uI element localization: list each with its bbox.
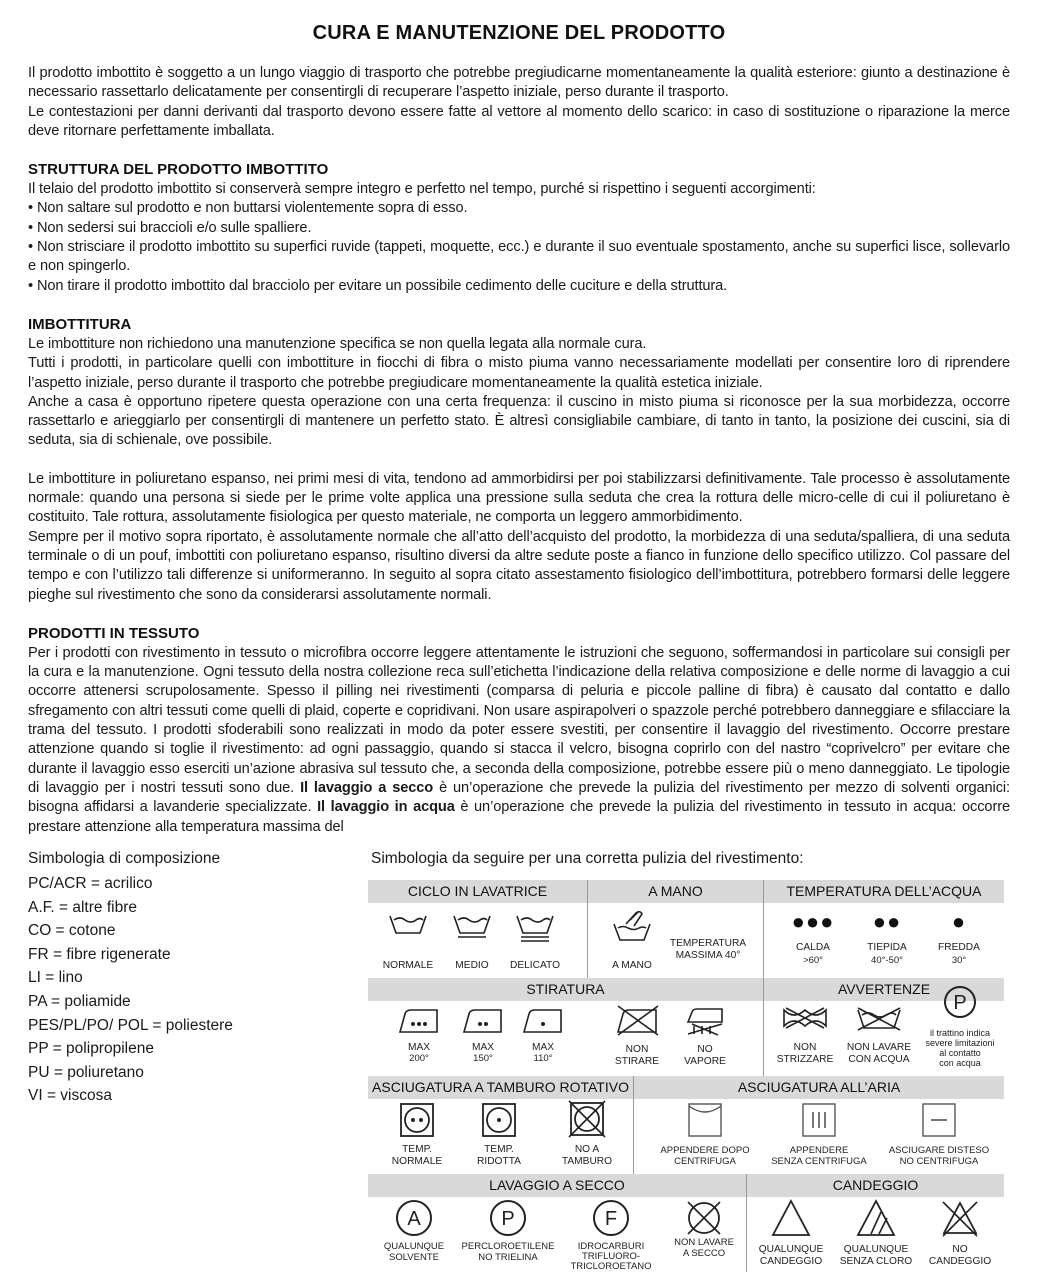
intro-paragraph-2: Le contestazioni per danni derivanti dal trasporto devono essere fatte al vettore al momento dello scarico: in caso di sostituzione o riparazione la merce deve ritornare perfettamente imballata. <box>28 103 1010 139</box>
legend-item: PES/PL/PO/ POL = poliestere <box>28 1016 233 1034</box>
svg-text:P: P <box>953 992 967 1014</box>
legend-item: CO = cotone <box>28 922 116 940</box>
tessuto-paragraph: Per i prodotti con rivestimento in tessuto o microfibra occorre leggere attentamente le istruzioni che seguono, soffermandosi in particolare sui consigli per la cura e la manutenzione. Ogni tessuto della nostra collezione reca sull’etichetta l’indicazione della relativa composizione e delle norme di lavaggio a cui occorre attenersi scrupolosamente. Spesso il pilling nei rivestimenti (comparsa di peluria e piccole palline di fibra) è causato dal contatto e dallo sfregamento con altri tessuti come quelli di plaid, coperte e copridivani. Non usare aspirapolveri o spazzole perché potrebbero danneggiare e sfilacciare la trama del tessuto. I prodotti sfoderabili sono realizzati in modo da poter essere svestiti, per consentire il lavaggio del rivestimento. Occorre prestare attenzione quando si toglie il rivestimento: ad ogni passaggio, quando si stacca il velcro, bisogna coprirlo con del nastro “coprivelcro” per evitare che durante il lavaggio esso eserciti un’azione abrasiva sul tessuto che, a seconda della composizione, potrebbe essere più o meno danneggiato. Le tipologie di lavaggio per i nostri tessuti sono due. Il lavaggio a secco è un’operazione che prevede la pulizia del rivestimento per mezzo di solventi organici: bisogna affidarsi a lavanderie specializzate. Il lavaggio in acqua è un’operazione che prevede la pulizia del rivestimento in tessuto in acqua: occorre prestare attenzione alla temperatura massima del <box>28 644 1010 835</box>
iron-200-icon: MAX 200° <box>384 1006 454 1076</box>
drip-dry-no-spin-icon: APPENDERE SENZA CENTRIFUGA <box>764 1102 874 1174</box>
imbottitura-paragraph: Le imbottiture in poliuretano espanso, nei primi mesi di vita, tendono ad ammorbidirsi per poi stabilizzarsi definitivamente. Tale processo è assolutamente normale: quando una persona si siede per le prime volte applica una pressione sulla seduta che crea la rottura delle micro-celle di cui il poliuretano è costituito. Tale rottura, assolutamente fisiologica per questo materiale, ne comporta un leggero ammorbidimento. <box>28 470 1010 526</box>
legend-item: PA = poliamide <box>28 992 131 1010</box>
band-aria: ASCIUGATURA ALL’ARIA <box>634 1076 1004 1099</box>
hand-wash-icon: A MANO <box>602 910 662 978</box>
imbottitura-paragraph: Anche a casa è opportuno ripetere questa operazione con una certa frequenza: il cuscino in misto piuma si riconosce per la sua morbidezza, occorre rassettarlo e arieggiarlo per consentirgli di mantenere un perfetto stato. È altresì consigliabile cambiare, di tanto in tanto, la posizione dei cuscini, sia di seduta, sia di schienale, ove possibile. <box>28 393 1010 449</box>
legend-item: PC/ACR = acrilico <box>28 875 153 892</box>
iron-110-icon: MAX 110° <box>508 1006 578 1076</box>
bullet-item: • Non saltare sul prodotto e non buttarsi violentemente sopra di esso. <box>28 200 468 217</box>
no-steam-icon: NO VAPORE <box>672 1004 738 1076</box>
water-warm-icon: ●● TIEPIDA 40°-50° <box>867 909 907 966</box>
band-lavaggio-secco: LAVAGGIO A SECCO <box>368 1174 746 1197</box>
no-wring-icon: NON STRIZZARE <box>770 1006 840 1076</box>
page-title: CURA E MANUTENZIONE DEL PRODOTTO <box>312 22 726 44</box>
water-cold-icon: ● FREDDA 30° <box>938 909 980 966</box>
legend-item: PP = polipropilene <box>28 1040 154 1058</box>
symbols-title: Simbologia da seguire per una corretta pulizia del rivestimento: <box>371 850 804 867</box>
svg-text:P: P <box>501 1208 515 1230</box>
section-heading: PRODOTTI IN TESSUTO <box>28 624 200 642</box>
svg-text:A: A <box>407 1208 421 1230</box>
band-avvertenze: AVVERTENZE <box>764 978 1004 1001</box>
band-temperatura: TEMPERATURA DELL’ACQUA <box>764 880 1004 903</box>
washtub-delicate-icon: DELICATO <box>502 912 568 978</box>
iron-150-icon: MAX 150° <box>448 1006 518 1076</box>
svg-text:F: F <box>604 1208 618 1230</box>
section-tessuto <box>28 624 1010 837</box>
no-bleach-icon: NO CANDEGGIO <box>924 1198 996 1272</box>
tumble-normal-icon: TEMP. NORMALE <box>382 1102 452 1174</box>
section-heading: IMBOTTITURA <box>28 315 132 333</box>
bullet-item: • Non strisciare il prodotto imbottito su superfici ruvide (tappeti, moquette, ecc.) e durante il suo eventuale spostamento, anche su superfici lisce, sollevarlo e non spingerlo. <box>28 239 1010 275</box>
legend-item: FR = fibre rigenerate <box>28 945 171 963</box>
legend-item: A.F. = altre fibre <box>28 898 137 916</box>
band-candeggio: CANDEGGIO <box>747 1174 1004 1197</box>
any-bleach-icon: QUALUNQUE CANDEGGIO <box>754 1198 828 1272</box>
section-heading: STRUTTURA DEL PRODOTTO IMBOTTITO <box>28 161 329 179</box>
band-stiratura: STIRATURA <box>368 978 763 1001</box>
dry-clean-f-icon: F IDROCARBURI TRIFLUORO- TRICLOROETANO <box>566 1198 656 1272</box>
composition-legend <box>28 848 358 1108</box>
dry-clean-any-solvent-icon: A QUALUNQUE SOLVENTE <box>376 1198 452 1272</box>
bullet-item: • Non sedersi sui braccioli e/o sulle spalliere. <box>28 219 312 236</box>
band-ciclo-lavatrice: CICLO IN LAVATRICE <box>368 880 587 903</box>
non-chlorine-bleach-icon: QUALUNQUE SENZA CLORO <box>836 1198 916 1272</box>
imbottitura-paragraph: Le imbottiture non richiedono una manutenzione specifica se non quella legata alla normale cura. <box>28 335 647 352</box>
document-body <box>28 22 1010 837</box>
section-imbottitura <box>28 315 1010 605</box>
no-water-wash-icon: NON LAVARE CON ACQUA <box>842 1006 916 1076</box>
imbottitura-paragraph: Sempre per il motivo sopra riportato, è assolutamente normale che all’atto dell’acquisto del prodotto, la morbidezza di una seduta/spalliera, di una seduta terminale o di un pouf, imbottiti con poliuretano espanso, risultino diversi da altre sedute poste a fianco in funzione dello specifico utilizzo. Col passare del tempo e con l’utilizzo tali differenze si uniformeranno. In seguito al sopra citato assestamento fisiologico dell’imbottitura, potrebbero formarsi delle leggere pieghe sul rivestimento che sono da considerarsi assolutamente normali. <box>28 528 1010 603</box>
struttura-lead: Il telaio del prodotto imbottito si conserverà sempre integro e perfetto nel tempo, purché si rispettino i seguenti accorgimenti: <box>28 181 816 198</box>
no-iron-icon: NON STIRARE <box>604 1004 670 1076</box>
washtub-normal-icon: NORMALE <box>378 912 438 978</box>
care-symbols-table <box>368 880 1004 1272</box>
water-hot-icon: ●●● CALDA >60° <box>791 909 835 966</box>
washtub-medium-icon: MEDIO <box>442 912 502 978</box>
legend-item: LI = lino <box>28 969 83 987</box>
imbottitura-paragraph: Tutti i prodotti, in particolare quelli con imbottiture in fiocchi di fibra o misto piuma vanno necessariamente modellati per consentire loro di riprendere l’aspetto iniziale, perso durante il trasporto che potrebbe pregiudicare momentaneamente la qualità estetica iniziale. <box>28 355 1010 391</box>
legend-title: Simbologia di composizione <box>28 850 221 867</box>
no-tumble-dry-icon: NO A TAMBURO <box>550 1100 624 1174</box>
band-a-mano: A MANO <box>588 880 763 903</box>
dry-flat-icon: ASCIUGARE DISTESO NO CENTRIFUGA <box>880 1102 998 1174</box>
legend-item: PU = poliuretano <box>28 1063 144 1081</box>
section-struttura <box>28 160 1010 296</box>
drip-dry-after-spin-icon: APPENDERE DOPO CENTRIFUGA <box>650 1102 760 1174</box>
legend-item: VI = viscosa <box>28 1087 112 1105</box>
dry-clean-p-limitation-icon: P il trattino indica severe limitazioni al contatto con acqua <box>920 984 1000 1076</box>
intro-paragraph-1: Il prodotto imbottito è soggetto a un lungo viaggio di trasporto che potrebbe pregiudicarne momentaneamente la qualità esteriore: giunto a destinazione è necessario rassettarlo delicatamente per consentirgli di recuperare l’aspetto iniziale, perso durante il trasporto. <box>28 65 1010 101</box>
bullet-item: • Non tirare il prodotto imbottito dal bracciolo per evitare un possibile cedimento delle cuciture e della struttura. <box>28 277 728 294</box>
no-dry-clean-icon: NON LAVARE A SECCO <box>664 1198 744 1272</box>
max-temperature-label: TEMPERATURA MASSIMA 40° <box>669 938 747 961</box>
dry-clean-p-icon: P PERCLOROETILENE NO TRIELINA <box>458 1198 558 1272</box>
tumble-reduced-icon: TEMP. RIDOTTA <box>464 1102 534 1174</box>
band-tamburo: ASCIUGATURA A TAMBURO ROTATIVO <box>368 1076 633 1099</box>
